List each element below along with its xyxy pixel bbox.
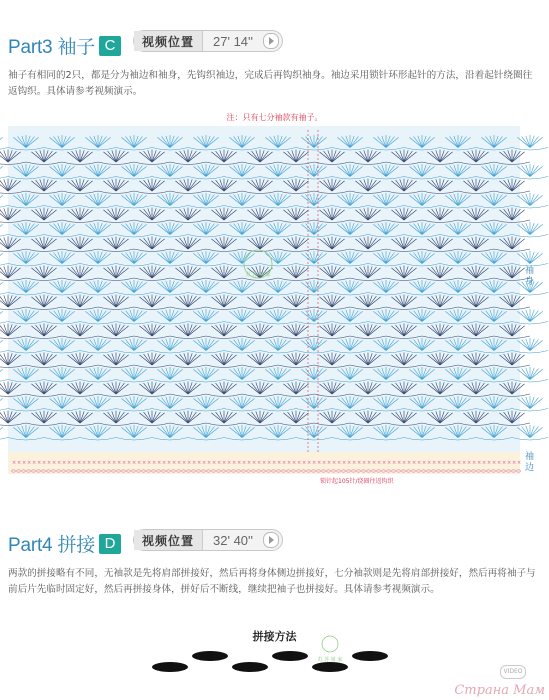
- part4-title: Part4 拼接: [8, 535, 96, 556]
- chain-stitch: ×: [187, 460, 192, 466]
- chain-stitch: ×: [487, 460, 492, 466]
- part3-paragraph: 袖子有相同的2只，都是分为袖边和袖身，先钩织袖边，完成后再钩织袖身。袖边采用锁针环形起针的方法，沿着起针绕圈往返钩织。具体请参考视频演示。: [8, 70, 533, 97]
- chain-stitch: ×: [437, 460, 442, 466]
- chain-stitch: ×: [507, 460, 512, 466]
- part3-header: [8, 32, 121, 59]
- chain-stitch: ×: [492, 460, 497, 466]
- chain-stitch: ×: [117, 460, 122, 466]
- chain-stitch: ×: [292, 460, 297, 466]
- chain-link: [152, 662, 188, 672]
- chain-stitch: ×: [67, 460, 72, 466]
- chain-stitch: ×: [472, 460, 477, 466]
- chain-stitch: ×: [352, 460, 357, 466]
- chain-stitch: ×: [127, 460, 132, 466]
- chain-stitch: ×: [272, 460, 277, 466]
- chain-stitch: ×: [427, 460, 432, 466]
- chain-stitch: ×: [132, 460, 137, 466]
- chain-stitch: ×: [237, 460, 242, 466]
- chain-stitch: ×: [242, 460, 247, 466]
- part3-video-position[interactable]: [133, 30, 283, 52]
- chain-stitch: ×: [312, 460, 317, 466]
- chain-stitch: ×: [217, 460, 222, 466]
- crochet-chart-svg: [8, 126, 520, 474]
- chain-stitch: ×: [42, 460, 47, 466]
- foundation-note: 锁针起105针/绕圈往返钩织: [320, 478, 394, 485]
- chain-stitch: ×: [357, 460, 362, 466]
- video-badge: VIDEO: [500, 665, 526, 679]
- chain-stitch: ×: [152, 460, 157, 466]
- video-position-label: 视频位置: [134, 31, 203, 51]
- chain-stitch: ×: [232, 460, 237, 466]
- chain-stitch: ×: [277, 460, 282, 466]
- chain-stitch: ×: [422, 460, 427, 466]
- chain-stitch: ×: [47, 460, 52, 466]
- chain-stitch: ×: [122, 460, 127, 466]
- join-method-title: 拼接方法: [252, 630, 297, 643]
- chain-stitch: ×: [202, 460, 207, 466]
- play-icon[interactable]: [263, 532, 279, 548]
- chain-stitch: ×: [337, 460, 342, 466]
- chain-stitch: ×: [287, 460, 292, 466]
- fan-stitch: [0, 135, 8, 150]
- chain-stitch: ×: [392, 460, 397, 466]
- play-icon[interactable]: [263, 33, 279, 49]
- chain-stitch: ×: [172, 460, 177, 466]
- chain-stitch: ×: [12, 460, 17, 466]
- chain-stitch: ×: [457, 460, 462, 466]
- brand-logo-text: 苏 苏 姐 家: [245, 272, 271, 278]
- chain-stitch: ×: [177, 460, 182, 466]
- chain-stitch: ×: [32, 460, 37, 466]
- chain-stitch: ×: [22, 460, 27, 466]
- chain-stitch: ×: [222, 460, 227, 466]
- chain-stitch: ×: [342, 460, 347, 466]
- chain-stitch: ×: [102, 460, 107, 466]
- chain-stitch: ×: [317, 460, 322, 466]
- chain-stitch: ×: [57, 460, 62, 466]
- chain-stitch: ×: [397, 460, 402, 466]
- chain-stitch: ×: [447, 460, 452, 466]
- chain-stitch: ×: [282, 460, 287, 466]
- chain-stitch: ×: [52, 460, 57, 466]
- chain-link: [272, 651, 308, 661]
- chain-stitch: ×: [382, 460, 387, 466]
- sleeve-crochet-chart: [8, 126, 520, 474]
- chain-stitch: ×: [112, 460, 117, 466]
- chain-link: [232, 662, 268, 672]
- fan-stitch: [0, 367, 8, 382]
- chain-link: [352, 651, 388, 661]
- chain-stitch: ×: [142, 460, 147, 466]
- chain-stitch: ×: [267, 460, 272, 466]
- chain-stitch: ×: [452, 460, 457, 466]
- fan-stitch: [0, 164, 8, 179]
- chain-stitch: ×: [402, 460, 407, 466]
- chain-stitch: ×: [87, 460, 92, 466]
- chain-stitch: ×: [302, 460, 307, 466]
- fan-stitch: [0, 280, 8, 295]
- chain-stitch: ×: [227, 460, 232, 466]
- chain-stitch: ×: [157, 460, 162, 466]
- chain-stitch: ×: [62, 460, 67, 466]
- chain-stitch: ×: [207, 460, 212, 466]
- label-sleeve-edge: 袖边: [525, 452, 535, 473]
- chain-stitch: ×: [327, 460, 332, 466]
- chain-stitch: ×: [97, 460, 102, 466]
- chart-background: [8, 126, 520, 474]
- part4-paragraph: 两款的拼接略有不同，无袖款是先将肩部拼接好，然后再将身体侧边拼接好，七分袖款则是先将肩部拼接好，然后再将袖子与前后片先临时固定好，然后再拼接身体，拼好后不断线，继续把袖子也拼接好。具体请参考视频演示。: [8, 568, 536, 595]
- part4-header: [8, 530, 121, 557]
- chain-stitch: ×: [442, 460, 447, 466]
- chain-stitch: ×: [147, 460, 152, 466]
- chain-stitch: ×: [407, 460, 412, 466]
- chain-stitch: ×: [72, 460, 77, 466]
- fan-stitch: [0, 309, 8, 324]
- fan-stitch: [0, 338, 8, 353]
- chain-stitch: ×: [467, 460, 472, 466]
- chain-stitch: ×: [307, 460, 312, 466]
- fan-stitch: [0, 222, 8, 237]
- chain-stitch: ×: [82, 460, 87, 466]
- chain-stitch: ×: [107, 460, 112, 466]
- chain-stitch: ×: [347, 460, 352, 466]
- chain-stitch: ×: [497, 460, 502, 466]
- label-sleeve-body: 袖身: [525, 266, 535, 287]
- chain-stitch: ×: [27, 460, 32, 466]
- fan-stitch: [0, 251, 8, 266]
- chain-stitch: ×: [182, 460, 187, 466]
- chain-stitch: ×: [257, 460, 262, 466]
- chain-stitch: ×: [362, 460, 367, 466]
- chain-stitch: ×: [417, 460, 422, 466]
- chain-stitch: ×: [482, 460, 487, 466]
- part4-video-position[interactable]: [133, 529, 283, 551]
- chain-stitch: ×: [332, 460, 337, 466]
- chain-stitch: ×: [192, 460, 197, 466]
- chain-stitch: ×: [212, 460, 217, 466]
- chain-stitch: ×: [197, 460, 202, 466]
- chain-stitch: ×: [37, 460, 42, 466]
- part4-letter-badge: D: [99, 534, 121, 554]
- chain-stitch: ×: [297, 460, 302, 466]
- part3-title: Part3 袖子: [8, 37, 96, 58]
- chain-stitch: ×: [372, 460, 377, 466]
- chain-stitch: ×: [92, 460, 97, 466]
- chain-stitch: ×: [387, 460, 392, 466]
- chain-link: [192, 651, 228, 661]
- chain-stitch: ×: [167, 460, 172, 466]
- chain-link: [312, 662, 348, 672]
- chain-stitch: ×: [512, 460, 517, 466]
- video-time: 27' 14'': [213, 33, 253, 49]
- chain-stitch: ×: [367, 460, 372, 466]
- chart-note: 注：只有七分袖款有袖子。: [226, 113, 323, 122]
- chain-stitch: ×: [462, 460, 467, 466]
- part3-letter-badge: C: [99, 36, 121, 56]
- chain-stitch: ×: [412, 460, 417, 466]
- fan-stitch: [0, 193, 8, 208]
- chain-stitch: ×: [252, 460, 257, 466]
- chain-stitch: ×: [477, 460, 482, 466]
- chain-stitch: ×: [17, 460, 22, 466]
- chain-stitch: ×: [322, 460, 327, 466]
- brand-logo: [322, 636, 338, 652]
- brand-logo-text: 苏 苏 姐 家: [317, 657, 343, 663]
- chain-stitch: ×: [137, 460, 142, 466]
- chain-stitch: ×: [377, 460, 382, 466]
- watermark: Страна Мам: [454, 683, 545, 698]
- video-position-label: 视频位置: [134, 530, 203, 550]
- chain-stitch: ×: [247, 460, 252, 466]
- chain-stitch: ×: [432, 460, 437, 466]
- fan-stitch: [0, 396, 8, 411]
- chain-stitch: ×: [517, 460, 522, 466]
- join-method-diagram: [140, 636, 410, 686]
- chain-stitch: ×: [162, 460, 167, 466]
- chain-stitch: ×: [77, 460, 82, 466]
- chain-stitch: ×: [262, 460, 267, 466]
- fan-stitch: [0, 425, 8, 440]
- video-time: 32' 40'': [213, 532, 253, 548]
- chain-stitch: ×: [502, 460, 507, 466]
